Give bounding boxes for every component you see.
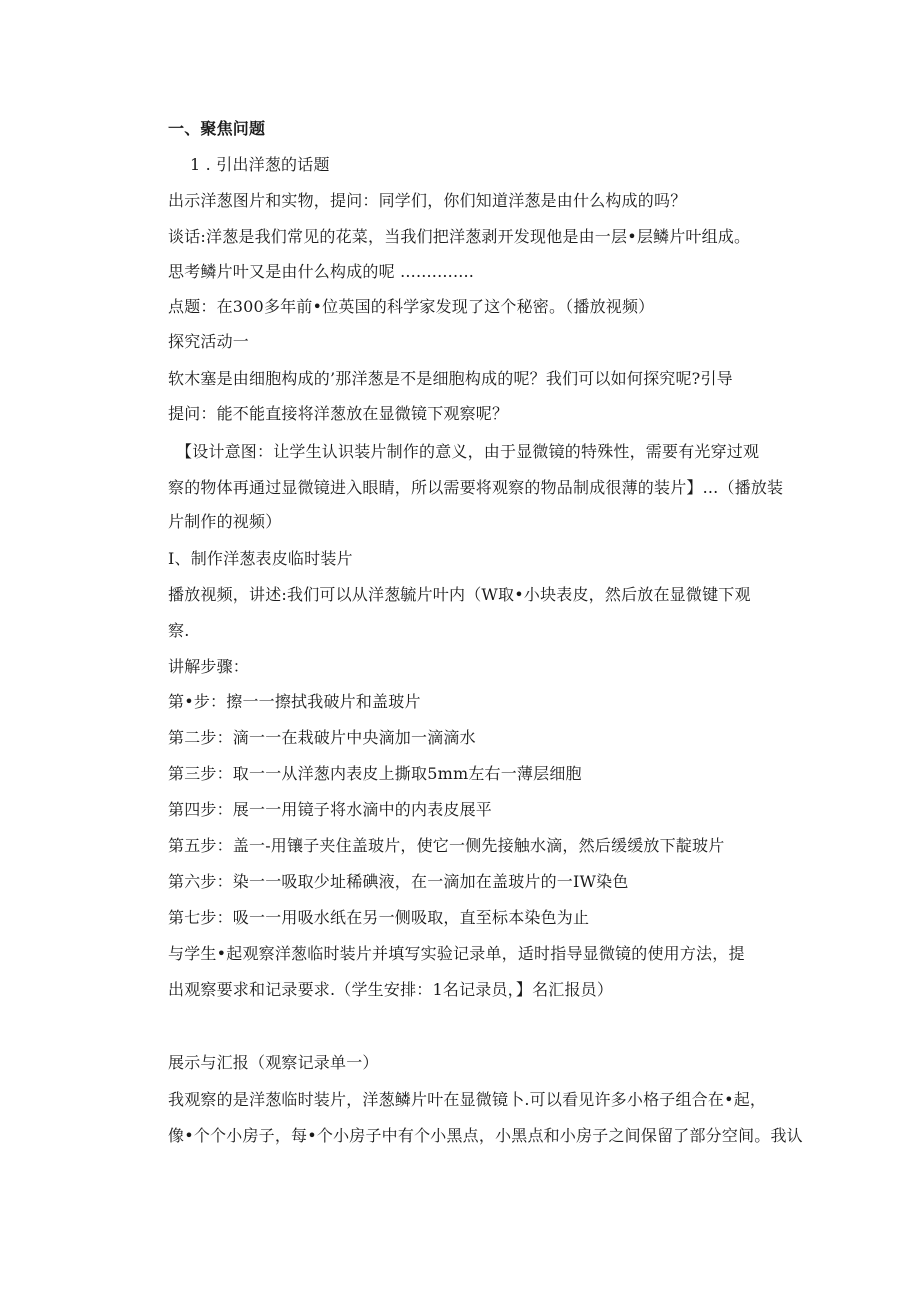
step-item: 第七步：吸一一用吸水纸在另一侧吸取，直至标本染色为止: [168, 908, 590, 927]
paragraph: 软木塞是由细胞构成的’那洋葱是不是细胞构成的呢？我们可以如何探究呢?引导: [168, 369, 733, 388]
paragraph: 我观察的是洋葱临时装片，洋葱鳞片叶在显微镜卜.可以看见许多小格子组合在•起，: [168, 1090, 767, 1109]
step-heading: I、制作洋葱表皮临时装片: [168, 549, 353, 568]
step-item: 第六步：染一一吸取少址稀碘液，在一滴加在盖玻片的一IW染色: [168, 872, 629, 891]
paragraph-continuation: 出观察要求和记录要求.（学生安排：1名记录员，】名汇报员）: [168, 980, 614, 999]
paragraph: 播放视频，讲述:我们可以从洋葱毓片叶内（W取•小块表皮，然后放在显微键下观: [168, 585, 751, 604]
paragraph-continuation: 像•个个小房子，每•个小房子中有个小黑点，小黑点和小房子之间保留了部分空间。我认: [168, 1126, 803, 1145]
paragraph: 点题：在300多年前•位英国的科学家发现了这个秘密。（播放视频）: [168, 297, 655, 316]
steps-label: 讲解步骤：: [168, 657, 250, 676]
step-item: 第•步：擦一一擦拭我破片和盖玻片: [168, 692, 421, 711]
design-intent-continuation: 察的物体再通过显微镜进入眼睛，所以需要将观察的物品制成很薄的装片】...（播放装: [168, 478, 784, 497]
step-item: 第三步：取一一从洋葱内表皮上撕取5mm左右一薄层细胞: [168, 764, 582, 783]
section-title: 一、聚焦问题: [168, 119, 266, 138]
paragraph: 出示洋葱图片和实物，提问：同学们，你们知道洋葱是由什么构成的吗？: [168, 191, 687, 210]
paragraph-continuation: 思考鳞片叶又是由什么构成的呢 ..............: [168, 262, 475, 281]
design-intent: 【设计意图：让学生认识装片制作的意义，由于显微镜的特殊性，需要有光穿过观: [176, 442, 760, 461]
activity-heading: 探究活动一: [168, 332, 250, 351]
paragraph: 与学生•起观察洋葱临时装片并填写实验记录单，适时指导显微镜的使用方法，提: [168, 944, 745, 963]
step-item: 第四步：展一一用镜子将水滴中的内表皮展平: [168, 800, 493, 819]
step-item: 第二步：滴一一在栽破片中央滴加一滴滴水: [168, 728, 476, 747]
paragraph: 谈话:洋葱是我们常见的花菜，当我们把洋葱剥开发现他是由一层•层鳞片叶组成。: [168, 227, 751, 246]
paragraph-continuation: 提问：能不能直接将洋葱放在显微镜下观察呢？: [168, 404, 509, 423]
design-intent-continuation: 片制作的视频）: [168, 512, 282, 531]
report-heading: 展示与汇报（观察记录单一）: [168, 1053, 379, 1072]
sub-title: 1 . 引出洋葱的话题: [190, 155, 330, 174]
paragraph-continuation: 察.: [168, 621, 190, 640]
step-item: 第五步：盖一-用镶子夹住盖玻片，使它一侧先接触水滴，然后缓缓放下靛玻片: [168, 836, 725, 855]
